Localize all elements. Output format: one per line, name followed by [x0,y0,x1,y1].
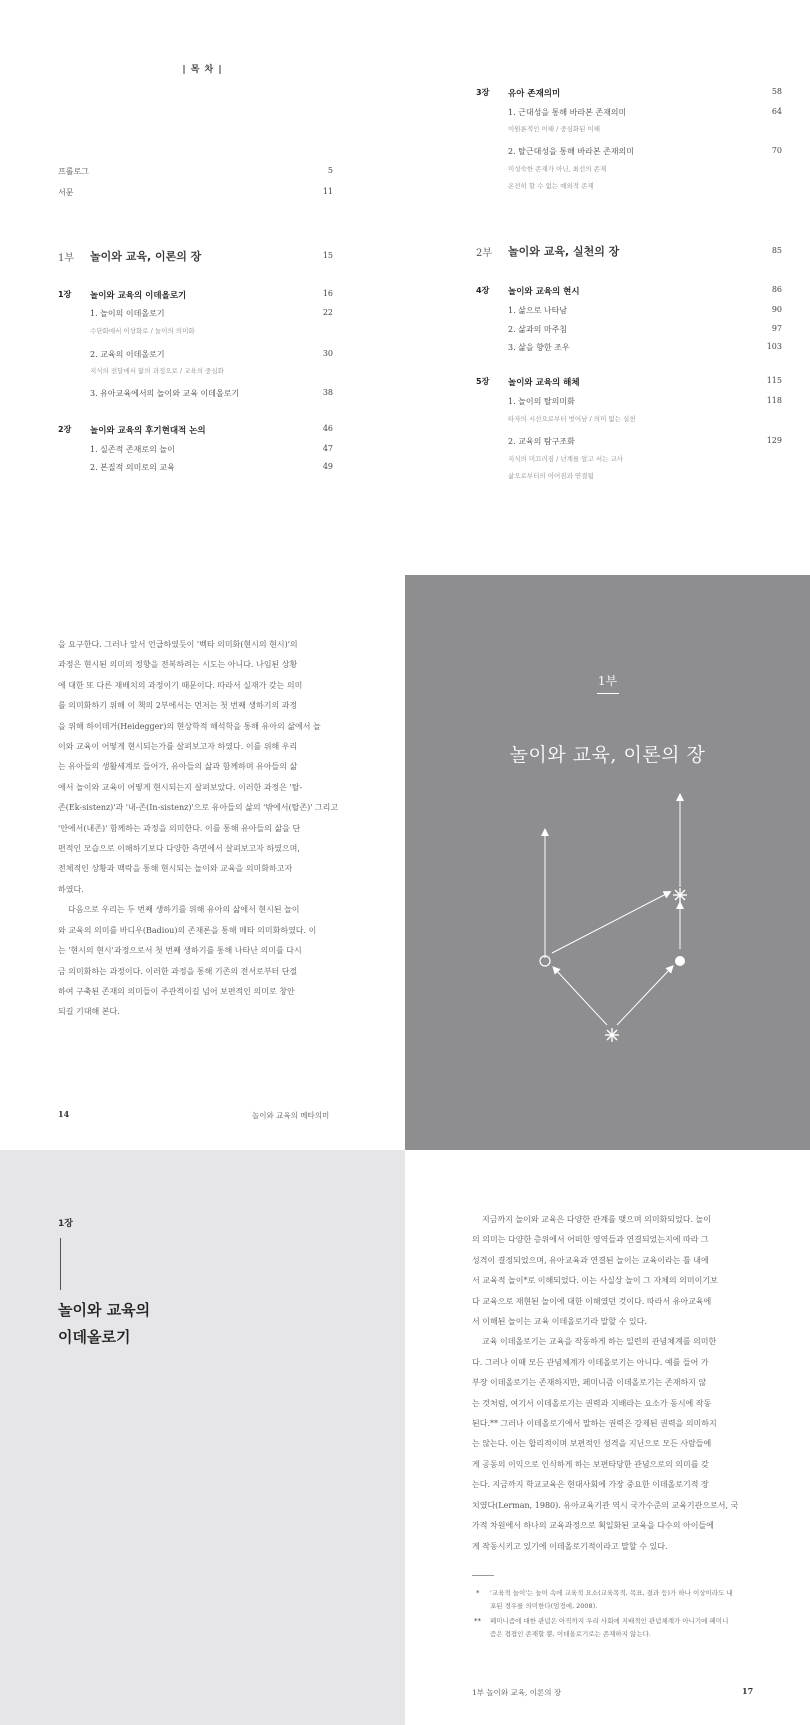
filled-circle-icon [675,956,685,966]
footnote-divider [472,1575,494,1576]
chapter-title-line: 놀이와 교육의 [58,1301,151,1319]
chapter-vertical-rule [60,1238,61,1290]
toc-ch1-item3-page: 38 [322,388,333,397]
toc-part1-title: 놀이와 교육, 이론의 장 [90,250,202,263]
body-line: 금 의미화하는 과정이다. 이러한 과정을 통해 기존의 전서로부터 단절 [58,966,298,976]
body-line: 전체적인 상황과 맥락을 통해 현시되는 놀이와 교육을 의미화하고자 [58,864,293,874]
body-line: 서 교육적 놀이*로 이해되었다. 이는 사실상 놀이 그 자체의 의미이기보 [472,1276,718,1286]
toc-part2-page: 85 [771,246,782,255]
body-line: 게 공동의 이익으로 인식하게 하는 보편타당한 관념으로의 의미를 갖 [472,1459,709,1469]
toc-part1-page: 15 [322,251,333,260]
toc-ch2-title: 놀이와 교육의 후기현대적 논의 [90,426,206,436]
body-line: 성격이 결정되었으며, 유아교육과 연결된 놀이는 교육이라는 틀 내에 [472,1255,709,1265]
body-line: '안에서(내존)' 함께하는 과정을 의미한다. 이를 통해 유아들의 삶을 단 [58,823,301,833]
toc-ch3-page: 58 [771,87,782,96]
toc-ch1-item3: 3. 유아교육에서의 놀이와 교육 이데올로기 [90,389,240,398]
body-line: 치였다(Lerman, 1980). 유아교육기관 역시 국가수준의 교육기관으로서, 국 [472,1500,739,1510]
toc-front-intro: 서문 [58,188,74,197]
footnote-line: 포된 경우를 의미한다(엄정애, 2008). [490,1602,598,1610]
footnote-2 [490,1615,755,1641]
toc-ch1-item2: 2. 교육의 이데올로기 [90,350,165,359]
footnote-1 [490,1587,755,1613]
toc-ch5-item1-page: 118 [766,396,782,405]
toc-ch2-page: 46 [322,424,333,433]
toc-ch3-item1-desc: 이원론적인 이해 / 중심화된 이해 [508,125,601,133]
part-opener-diagram [405,575,810,1150]
star-burst-icon [673,888,687,902]
running-footer-17: 1부 놀이와 교육, 이론의 장 [472,1688,562,1697]
toc-ch3-label: 3장 [476,88,490,97]
toc-ch1-item1: 1. 놀이의 이데올로기 [90,309,165,318]
toc-ch5-item2-desc: 지식의 미끄러짐 / 넌계를 알고 서는 교사 [508,455,624,463]
toc-ch2-item1-page: 47 [322,444,333,453]
body-line: 와 교육의 의미를 바디우(Badiou)의 존재론을 통해 메타 의미화하였다. 이 [58,925,317,935]
toc-ch2-label: 2장 [58,425,72,434]
toc-ch4-item1-page: 90 [771,305,782,314]
page-number-17: 17 [742,1686,754,1696]
part-opener-title: 놀이와 교육, 이론의 장 [509,744,706,766]
toc-ch5-item2-desc2: 삶으로부터의 이어짐과 연결됨 [508,472,594,480]
toc-ch5-item2: 2. 교육의 탐구조화 [508,437,575,446]
toc-ch3-item2: 2. 탈근대성을 통해 바라본 존재의미 [508,147,634,156]
body-line: 가적 차원에서 하나의 교육과정으로 획일화된 교육을 다수의 아이들에 [472,1521,714,1531]
page-number-14: 14 [58,1109,70,1119]
toc-ch4-title: 놀이와 교육의 현시 [508,287,580,297]
toc-ch1-page: 16 [322,289,333,298]
toc-ch4-item2-page: 97 [771,324,782,333]
toc-ch4-item1: 1. 삶으로 나타남 [508,306,568,315]
body-line: 지금까지 놀이와 교육은 다양한 관계를 맺으며 의미화되었다. 놀이 [482,1215,711,1224]
body-line: 는 것처럼, 여기서 이데올로기는 권력과 지배라는 요소가 동시에 작동 [472,1398,712,1408]
toc-ch5-item2-page: 129 [766,436,782,445]
body-line: 된다.** 그러나 이데올로기에서 말하는 권력은 강제된 권력을 의미하지 [472,1419,717,1429]
toc-ch2-item2-page: 49 [322,462,333,471]
toc-ch3-item2-page: 70 [771,146,782,155]
star-burst-icon [605,1028,619,1042]
body-line: 존(Ek-sistenz)'과 '내-존(In-sistenz)'으로 유아들의 삶의 '밖에서(탈존)' 그리고 [58,803,339,813]
diagram-arrow-bottom-left [555,969,607,1025]
toc-ch1-item2-desc: 지식의 전달에서 앎의 과정으로 / 교육의 중심화 [90,367,224,375]
page-14-body [58,635,340,1023]
part-opener-label: 1부 [597,674,618,688]
body-line: 는 '현시의 현시'과정으로서 첫 번째 생하기를 통해 나타난 의미를 다시 [58,946,302,956]
toc-ch4-item3: 3. 삶을 향한 조우 [508,343,570,352]
diagram-arrow-bottom-right [617,968,671,1025]
chapter-title-line: 이데올로기 [58,1328,131,1346]
toc-part2-label: 2부 [476,248,493,259]
toc-ch2-item1: 1. 실존적 존재로의 놀이 [90,445,175,454]
chapter-label: 1장 [58,1219,73,1229]
body-line: 에서 놀이와 교육이 어떻게 현시되는지 살펴보았다. 이러한 과정은 '탈- [58,782,303,792]
toc-ch2-item2: 2. 본질적 의미로의 교육 [90,463,175,472]
body-line: 다 교육으로 재현된 놀이에 대한 이해였던 것이다. 따라서 유아교육에 [472,1296,712,1306]
body-line: 를 의미화하기 위해 이 책의 2부에서는 먼저는 첫 번째 생하기의 과정 [58,701,298,711]
toc-front-prologue-page: 5 [327,166,333,175]
body-line: 이와 교육이 어떻게 현시되는가를 살펴보고자 하였다. 이를 위해 우리 [58,742,298,752]
diagram-arrow-diagonal [552,893,668,953]
footnote-mark: ** [474,1617,481,1625]
body-line: 교육 이데올로기는 교육을 작동하게 하는 일련의 관념체계를 의미한 [482,1337,717,1347]
body-line: 하여 구축된 존재의 의미들이 주관적이길 넘어 보편적인 의미로 창안 [58,986,295,996]
toc-ch1-item1-desc: 수단화에서 이상화로 / 놀이의 의미화 [90,327,195,335]
body-line: 과정은 현시된 의미의 정향을 전복하려는 시도는 아니다. 나임된 상황 [58,660,298,670]
body-line: 의 의미는 다양한 층위에서 어떠한 영역들과 연결되었는지에 따라 그 [472,1235,709,1245]
body-line: 는 않는다. 이는 합리적이며 보편적인 성격을 지닌으로 모든 사람들에 [472,1439,712,1449]
footnote-mark: * [476,1589,480,1597]
toc-front-prologue: 프롤로그 [58,167,89,176]
chapter-opener-page [0,1150,405,1725]
footnote-line: 페미니즘에 대한 관념은 아직까지 우리 사회에 지배적인 관념체계가 아니기에 페미니 [490,1617,729,1625]
toc-ch3-item2-desc2: 온전히 할 수 없는 예외적 존재 [508,182,594,190]
toc-ch4-item3-page: 103 [766,342,782,351]
toc-ch1-title: 놀이와 교육의 이데올로기 [90,291,187,301]
body-line: 다음으로 우리는 두 번째 생하기를 위해 유아의 삶에서 현시된 놀이 [68,905,300,915]
body-line: 게 작동시키고 있기에 이데올로기적이라고 말할 수 있다. [472,1541,668,1551]
toc-ch4-label: 4장 [476,286,490,295]
body-line: 는 유아들의 생활세계로 들어가, 유아들의 삶과 함께하며 유아들의 삶 [58,762,298,772]
body-line: 을 요구한다. 그러나 앞서 언급하였듯이 '벡타 의미화(현시의 현시)'의 [58,640,298,649]
toc-ch5-label: 5장 [476,377,490,386]
toc-ch1-label: 1장 [58,290,72,299]
toc-ch1-item1-page: 22 [322,308,333,317]
toc-ch1-item2-page: 30 [322,349,333,358]
body-line: 에 대한 또 다른 재배치의 과정이기 때문이다. 따라서 실재가 갖는 의미 [58,680,303,690]
toc-ch5-page: 115 [766,376,782,385]
body-line: 다. 그러나 이때 모든 관념체계가 이데올로기는 아니다. 예를 들어 가 [472,1357,709,1367]
toc-part1-label: 1부 [58,253,75,264]
body-line: 부장 이데올로기는 존재하지만, 페미니즘 이데올로기는 존재하지 않 [472,1378,707,1388]
toc-left-page [0,0,405,575]
toc-front-intro-page: 11 [322,187,333,196]
toc-ch4-page: 86 [771,285,782,294]
toc-ch4-item2: 2. 삶과의 마주침 [508,325,568,334]
toc-ch3-item1: 1. 근대성을 통해 바라본 존재의미 [508,108,627,117]
running-footer-14: 놀이와 교육의 메타의미 [252,1111,330,1120]
toc-ch3-title: 유아 존재의미 [508,89,561,99]
footnote-line: 즘은 겹겹인 존재할 뿐, 이데올로기로는 존재하지 않는다. [490,1630,651,1638]
chapter-title [58,1297,150,1351]
body-line: 을 위해 하이데거(Heidegger)의 현상학적 해석학을 통해 유아의 삶에서 놀 [58,721,321,731]
body-line: 하였다. [58,884,84,894]
body-line: 는다. 지금까지 학교교육은 현대사회에 가장 중요한 이데올로기적 장 [472,1480,709,1490]
toc-ch5-item1: 1. 놀이의 탈의미화 [508,397,575,406]
toc-ch3-item2-desc: 미성숙한 존재가 아닌, 최선의 존재 [508,165,607,173]
toc-ch3-item1-page: 64 [771,107,782,116]
toc-heading: | 목 차 | [182,65,223,75]
toc-right-page [405,0,810,575]
body-line: 되길 기대해 본다. [58,1007,120,1017]
footnote-line: '교육적 놀이'는 놀이 속에 교육적 요소(교육목적, 목표, 결과 등)가 하나 이상이라도 내 [490,1589,733,1597]
body-line: 편적인 모습으로 이해하기보다 다양한 측면에서 살펴보고자 하였으며, [58,844,300,854]
page-17-body [472,1210,755,1557]
body-line: 서 이해된 놀이는 교육 이데올로기라 말할 수 있다. [472,1317,647,1327]
toc-ch5-item1-desc: 타자의 시선으로부터 벗어남 / 의미 없는 실천 [508,415,636,423]
toc-part2-title: 놀이와 교육, 실천의 장 [508,245,620,258]
toc-ch5-title: 놀이와 교육의 해체 [508,378,580,388]
